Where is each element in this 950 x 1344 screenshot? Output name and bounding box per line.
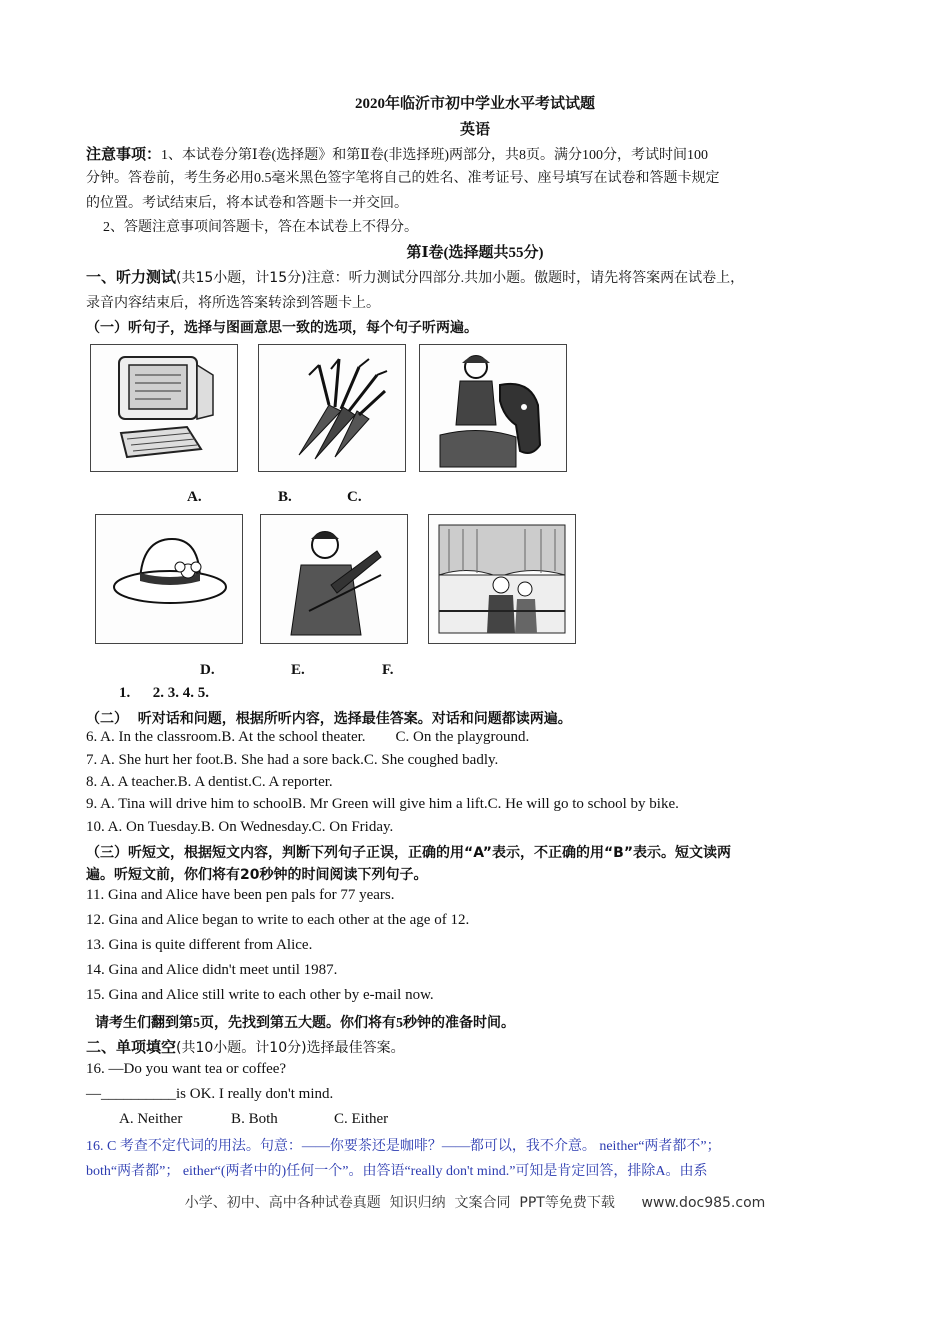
picture-f: [428, 514, 576, 644]
question-12: 12. Gina and Alice began to write to each other at the age of 12.: [86, 912, 470, 928]
answer-blank-numbers: 1. 2. 3. 4. 5.: [119, 685, 209, 701]
subject-title: 英语: [459, 120, 490, 138]
listening-section-3-line-1: （三）听短文，根据短文内容，判断下列句子正误，正确的用“A”表示，不正确的用“B”表示。短文读两: [86, 845, 732, 861]
picture-label-a: A.: [187, 489, 202, 505]
picture-label-c: C.: [347, 489, 362, 505]
grammar-heading: [86, 1036, 405, 1057]
listening-section-2: （二） 听对话和问题，根据所听内容，选择最佳答案。对话和问题都读两遍。: [86, 711, 572, 727]
grammar-heading-paren: (共10小题。计10分): [176, 1040, 307, 1056]
horse-rider-icon: [420, 345, 566, 471]
grammar-heading-bold: 二、单项填空: [86, 1038, 177, 1056]
picture-label-e: E.: [291, 662, 305, 678]
page-footer: 小学、初中、高中各种试卷真题 知识归纳 文案合同 PPT等免费下载 www.doc985.com: [184, 1195, 766, 1211]
question-16-blank: —__________is OK. I really don't mind.: [86, 1086, 334, 1102]
answer-explanation-line-2: both“两者都”； either“(两者中的)任何一个”。由答语“really don't mind.”可知是肯定回答，排除A。由系: [86, 1164, 708, 1179]
waterfall-icon: [429, 515, 575, 643]
listening-section-1: （一）听句子，选择与图画意思一致的选项，每个句子听两遍。: [86, 320, 478, 336]
notice-line-4: 2、答题注意事项间答题卡，答在本试卷上不得分。: [103, 220, 418, 235]
picture-e: [260, 514, 408, 644]
question-9: 9. A. Tina will drive him to schoolB. Mr Green will give him a lift.C. He will go to school by bike.: [86, 796, 679, 812]
notice-line-1: [86, 143, 708, 164]
listening-section-3-line-2: 遍。听短文前，你们将有20秒钟的时间阅读下列句子。: [86, 867, 428, 883]
question-11: 11. Gina and Alice have been pen pals for 77 years.: [86, 887, 395, 903]
question-16-options: A. Neither B. Both C. Either: [119, 1111, 389, 1127]
carrots-icon: [259, 345, 405, 471]
picture-label-f: F.: [382, 662, 394, 678]
picture-a: [90, 344, 238, 472]
notice-label: 注意事项：: [86, 145, 162, 163]
question-7: 7. A. She hurt her foot.B. She had a sore back.C. She coughed badly.: [86, 752, 499, 768]
listening-heading: [86, 266, 744, 287]
violinist-icon: [261, 515, 407, 643]
part1-title: 第Ⅰ卷(选择题共55分): [406, 245, 544, 261]
picture-b: [258, 344, 406, 472]
question-14: 14. Gina and Alice didn't meet until 1987.: [86, 962, 338, 978]
listening-heading-bold: 一、听力测试: [86, 268, 177, 286]
question-16: 16. —Do you want tea or coffee?: [86, 1061, 287, 1077]
question-8: 8. A. A teacher.B. A dentist.C. A reporter.: [86, 774, 333, 790]
question-10: 10. A. On Tuesday.B. On Wednesday.C. On Friday.: [86, 819, 394, 835]
listening-heading-line2: 录音内容结束后，将所选答案转涂到答题卡上。: [86, 296, 380, 311]
hat-icon: [96, 515, 242, 643]
picture-d: [95, 514, 243, 644]
grammar-heading-note: 选择最佳答案。: [306, 1041, 405, 1056]
notice-text-1: 1、本试卷分第Ⅰ卷(选择题》和第Ⅱ卷(非选择班)两部分，共8页。满分100分，考试时间100: [161, 148, 709, 163]
notice-line-3: 的位置。考试结束后，将本试卷和答题卡一并交回。: [86, 196, 408, 211]
computer-icon: [91, 345, 237, 471]
question-6: 6. A. In the classroom.B. At the school theater. C. On the playground.: [86, 729, 530, 745]
listening-heading-paren: (共15小题，计15分): [176, 270, 307, 286]
answer-explanation-line-1: 16. C 考查不定代词的用法。句意：——你要茶还是咖啡？——都可以，我不介意。 neither“两者都不”；: [86, 1139, 721, 1154]
picture-c: [419, 344, 567, 472]
notice-line-2: 分钟。答卷前，考生务必用0.5毫米黑色签字笔将自己的姓名、准考证号、座号填写在试卷和答题卡规定: [86, 171, 720, 186]
picture-label-d: D.: [200, 662, 215, 678]
picture-label-b: B.: [278, 489, 292, 505]
listening-heading-note: 注意：听力测试分四部分.共加小题。傲题时，请先将答案两在试卷上，: [306, 271, 745, 286]
question-15: 15. Gina and Alice still write to each other by e-mail now.: [86, 987, 434, 1003]
question-13: 13. Gina is quite different from Alice.: [86, 937, 313, 953]
turn-page-notice: 请考生们翻到第5页，先找到第五大题。你们将有5秒钟的准备时间。: [95, 1016, 515, 1031]
exam-title: 2020年临沂市初中学业水平考试试题: [354, 96, 595, 112]
